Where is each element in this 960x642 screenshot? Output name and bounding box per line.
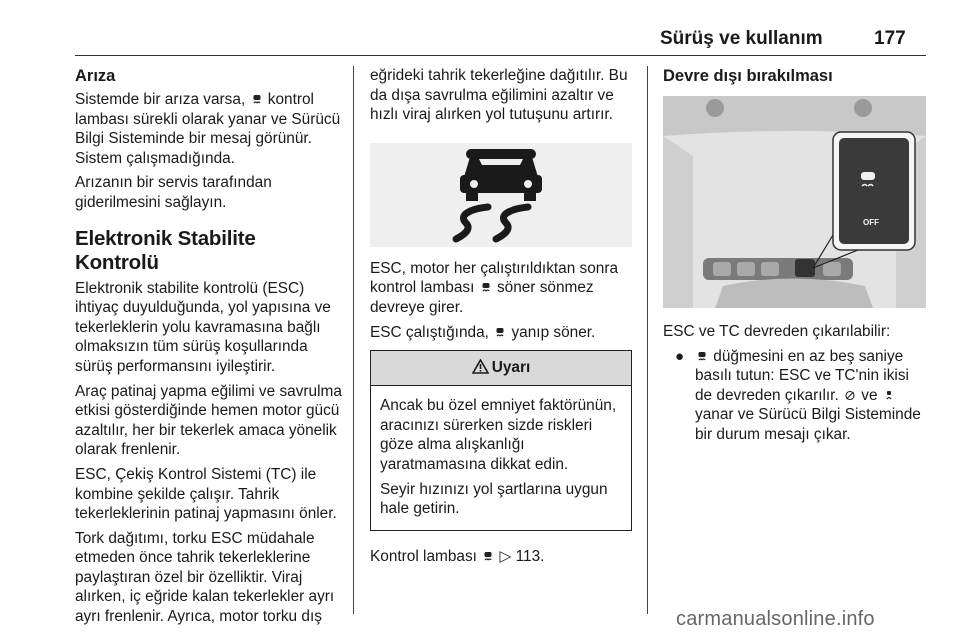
esc-car-icon: [495, 327, 505, 338]
esc-car-icon: [252, 94, 262, 105]
page-reference-arrow-icon: ▷: [499, 547, 512, 565]
esc-paragraph-4: Tork dağıtımı, torku ESC müdahale etmeden önce tahrik tekerleklerine paylaştıran özel bir özelliktir. Viraj alırken, iç eğride kalan tekerlekler ayrı ayrı frenlenir. Ayrıca, motor torku dış: [75, 529, 335, 626]
esc-skid-illustration: [370, 143, 632, 247]
lamp-paragraph-2: [370, 323, 632, 343]
page-number: 177: [874, 28, 906, 49]
deactivation-bullet: [663, 347, 926, 445]
esc-heading: Elektronik Stabilite Kontrolü: [75, 226, 256, 274]
continuation-paragraph: eğrideki tahrik tekerleğine dağıtılır. Bu da dışa savrulma eğilimini azaltır ve hızlı viraj alırken yol tutuşunu artırır.: [370, 67, 628, 124]
fault-heading: Arıza: [75, 67, 116, 85]
column-divider: [647, 66, 648, 614]
lamp-text-2a: ESC çalıştığında,: [370, 323, 489, 341]
off-label: OFF: [863, 218, 879, 227]
fault-paragraph-2: Arızanın bir servis tarafından giderilmesini sağlayın.: [75, 174, 272, 211]
fault-text-2: kontrol lambası sürekli olarak yanar ve Sürücü Bilgi Sisteminde bir mesaj görünür. Sistem çalışmadığında.: [75, 91, 341, 167]
warning-triangle-icon: [472, 353, 489, 387]
bullet-text: [695, 347, 926, 445]
tc-off-icon: [884, 390, 894, 401]
bullet-text-c: yanar ve Sürücü Bilgi Sisteminde bir durum mesajı çıkar.: [695, 406, 921, 443]
reference-text: Kontrol lambası: [370, 547, 477, 565]
esc-paragraph-2: Araç patinaj yapma eğilimi ve savrulma etkisi gösterdiğinde hemen motor gücü azaltılır, her bir tekerlek amaca yönelik olarak frenlenir.: [75, 382, 342, 459]
deactivation-heading: Devre dışı bırakılması: [663, 67, 833, 85]
warning-header: [371, 351, 631, 386]
esc-skid-car-icon: [370, 143, 632, 247]
column-left: [75, 66, 343, 632]
warning-box: [370, 350, 632, 531]
esc-off-icon: [845, 390, 855, 401]
lamp-paragraph-1: [370, 259, 632, 318]
column-right: [663, 66, 926, 445]
center-console-photo: [663, 96, 926, 308]
esc-car-icon: [697, 351, 707, 362]
lamp-text-2b: yanıp söner.: [511, 323, 596, 341]
deactivation-paragraph: ESC ve TC devreden çıkarılabilir:: [663, 323, 891, 340]
fault-paragraph-1: [75, 90, 343, 168]
esc-paragraph-1: Elektronik stabilite kontrolü (ESC) ihtiyaç duyulduğunda, yol yapısına ve tekerleklerin yolu kavramasına bağlı olmaksızın tüm sürüş koşullarında sürüş performansını iyileştirir.: [75, 279, 331, 375]
warning-paragraph-1: Ancak bu özel emniyet faktörünün, aracınızı sürerken sizde riskleri göze alma alışkanlığı yaratmamasına dikkat edin.: [380, 397, 617, 473]
column-divider: [353, 66, 354, 614]
reference-page: 113.: [515, 547, 545, 565]
column-middle: [370, 66, 632, 571]
warning-title: Uyarı: [491, 359, 531, 377]
header-title: Sürüş ve kullanım: [660, 28, 823, 49]
bullet-text-b: ve: [861, 386, 878, 404]
watermark: carmanualsonline.info: [676, 608, 875, 630]
esc-paragraph-3: ESC, Çekiş Kontrol Sistemi (TC) ile kombine şekilde çalışır. Tahrik tekerleklerinin patinaj yapmasını önler.: [75, 465, 337, 523]
header-divider: [75, 55, 926, 56]
bullet-text-a: düğmesini en az beş saniye basılı tutun: ESC ve TC'nin ikisi de devreden çıkarılır.: [695, 347, 909, 404]
warning-paragraph-2: Seyir hızınızı yol şartlarına uygun hale getirin.: [380, 480, 608, 518]
esc-car-icon: [483, 551, 493, 562]
fault-text-1: Sistemde bir arıza varsa,: [75, 91, 246, 108]
lamp-reference: [370, 547, 632, 567]
esc-car-icon: [481, 282, 491, 293]
bullet-marker: ●: [675, 347, 685, 365]
lamp-text-1a: ESC, motor her çalıştırıldıktan sonra kontrol lambası: [370, 259, 619, 297]
center-console-illustration: [663, 96, 926, 308]
lamp-text-1b: söner sönmez devreye girer.: [370, 279, 594, 316]
